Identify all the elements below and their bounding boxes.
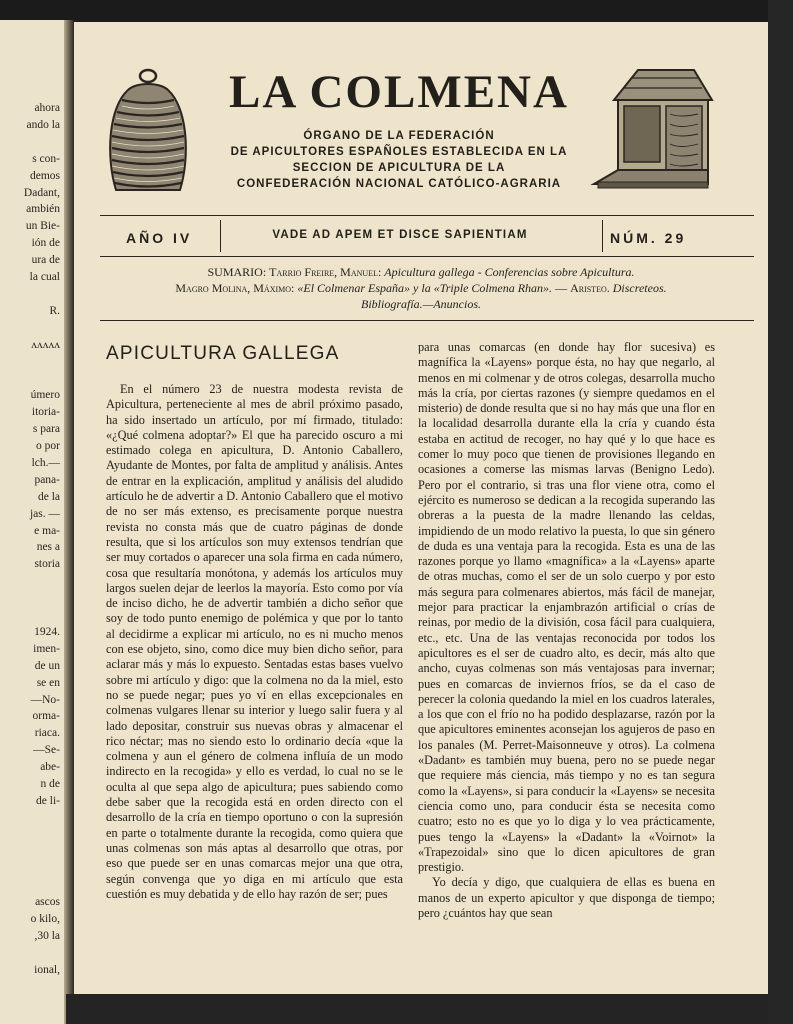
left-page-text-fragment: la cual (29, 271, 60, 283)
toc-title: Bibliografía.—Anuncios. (361, 297, 481, 311)
left-page-text-fragment: nes a (36, 541, 60, 554)
toc-title: Conferencias sobre Apicultura. (484, 265, 635, 279)
left-page-text-fragment: storia (34, 558, 60, 571)
left-page-text-fragment: ura de (31, 254, 60, 267)
motto: VADE AD APEM ET DISCE SAPIENTIAM (272, 229, 528, 241)
left-page-text-fragment: ión de (31, 237, 60, 250)
scan-background-bottom (66, 994, 768, 1024)
left-page-text-fragment: ahora (34, 102, 60, 114)
left-page-text-fragment: ambién (26, 203, 60, 216)
toc-author: Magro Molina, Máximo: (175, 281, 295, 295)
toc-author: Aristeo. (570, 281, 610, 295)
left-page-text-fragment: orma- (32, 710, 60, 723)
left-page-text-fragment: e ma- (34, 524, 60, 537)
article-column-left (106, 342, 403, 902)
book-gutter (64, 20, 74, 1024)
article-paragraph: para unas comarcas (en donde hay flor sucesiva) es magnífica la «Layens» porque ésta, no hay que negarlo, al menos en mi colmenar y de otros colegas, desarrolla mucho más la cría, por ciertas razones (y siempre quedamos en el misterio) de donde resulta que si no hay más que una flor en la localidad desarrolla durante ella la cría y cuando ésta estaba en actitud de recoger, no hay qué y lo que hace es comer lo muy poco que tienen de provisiones llegando en ocasiones a comerse las mismas larvas (Benigno Ledo). Pero por el contrario, si tras una flor viene otra, como el ejército es numeroso se dedican a la recogida superando las obreras a la puesta de la madre llenando las celdas, impidiendo de un modo relativo la puesta, lo que sin género de duda es una ventaja para la recogida. Esta es una de las razones porque yo llamo «magnífica» a la «Layens» aparte de otras muchas, como el ser de un solo cuerpo y por esto más segura para colmenares abiertos, más fácil de manejar, mejor para practicar la enjambrazón artificial o crías de reinas, por medio de la división, cosa fácil para cualquiera, etc., etc. Una de las ventajas reconocida por todos los apicultores es el ser de cuadro alto, es decir, más alto que ancho, cuyas colmenas son más ventajosas para invernar; pues en comarcas de inviernos fríos, se da el caso de perecer la colonia quedando la miel en los cuadros laterales, a los que con el frío no ha podido desplazarse, razón por la que apicultores eminentes aconsejan los agujeros de paso en los panales (M. Perret-Maisonneuve y otros). La colmena «Dadant» es también muy buena, pero no se puede negar que requiere más ciencia, más tiempo y no es tan segura como la «Layens», si para conducir la «Layens» se necesita ciencia como uno, para conducir ésta se necesita como cuatro; esto no es que yo lo diga y lo vea prácticamente, pues tengo la «Layens» la «Dadant» la «Voirnot» la «Trapezoidal» sino que lo dicen apicultores de gran prestigio. (418, 340, 715, 875)
left-page-text-fragment: R. (49, 304, 60, 317)
issue-year: AÑO IV (126, 230, 193, 246)
left-page-text-fragment: —No- (30, 693, 60, 706)
left-page-text-fragment: ional, (34, 963, 60, 976)
left-page-text-fragment: 1924. (34, 625, 60, 638)
article-title: APICULTURA GALLEGA (106, 343, 340, 364)
magazine-page (74, 22, 768, 994)
masthead-title: LA COLMENA (229, 66, 569, 118)
left-page-text-fragment: imen- (33, 642, 60, 655)
left-page-text-fragment: ,30 la (34, 930, 60, 943)
band-divider (220, 220, 221, 252)
left-page-text-fragment: pana- (34, 473, 60, 486)
toc-title: «El Colmenar España» y la «Triple Colmena Rhan». (297, 281, 553, 295)
band-divider (602, 220, 603, 252)
left-page-text-fragment: s con- (32, 152, 60, 165)
box-beehive-icon (590, 66, 716, 192)
left-page-text-fragment: ando la (26, 118, 60, 131)
article-column-right (418, 340, 715, 921)
left-page-text-fragment: ascos (35, 896, 60, 909)
left-page-text-fragment: de li- (36, 794, 60, 807)
article-paragraph: Yo decía y digo, que cualquiera de ellas es buena en manos de un experto apicultor y que disponga de tiempo; pero ¿cuántos hay que sean (418, 875, 715, 920)
left-page-text-fragment: de un (34, 659, 60, 672)
previous-page-edge (0, 20, 66, 1024)
left-page-text-fragment: o kilo, (30, 913, 60, 926)
left-page-text-fragment: ʌʌʌʌʌ (31, 338, 60, 351)
subtitle-line: CONFEDERACIÓN NACIONAL CATÓLICO-AGRARIA (236, 178, 562, 190)
subtitle-line: ÓRGANO DE LA FEDERACIÓN (303, 130, 495, 142)
toc-separator: - (474, 265, 485, 279)
left-page-text-fragment: un Bie- (25, 220, 60, 233)
left-page-text-fragment: demos (29, 169, 60, 182)
left-page-text-fragment: abe- (40, 761, 60, 774)
left-page-text-fragment: úmero (30, 389, 60, 402)
left-page-text-fragment: Dadant, (23, 186, 60, 199)
issue-band (100, 220, 754, 254)
left-page-text-fragment: jas. — (29, 507, 60, 520)
left-page-text-fragment: —Se- (33, 744, 60, 757)
left-page-text-fragment: o por (36, 440, 60, 452)
toc-title: Apicultura gallega (384, 265, 475, 279)
masthead-subtitle (184, 128, 614, 192)
left-page-text-fragment: se en (36, 676, 60, 689)
top-rule (100, 215, 754, 216)
sumario-label: SUMARIO: (207, 265, 267, 279)
toc-separator: — (552, 281, 571, 295)
band-rule (100, 256, 754, 257)
sumario-rule (100, 320, 754, 321)
left-page-text-fragment: de la (37, 490, 60, 503)
left-page-text-fragment: riaca. (34, 727, 60, 740)
left-page-text-fragment: itoria- (31, 406, 60, 419)
skep-beehive-icon (106, 68, 190, 196)
subtitle-line: SECCION DE APICULTURA DE LA (292, 162, 506, 174)
scan-background-right (768, 0, 793, 1024)
left-page-text-fragment: s para (32, 423, 60, 436)
subtitle-line: DE APICULTORES ESPAÑOLES ESTABLECIDA EN LA (230, 146, 568, 158)
left-page-text-fragment: lch.— (31, 456, 60, 469)
table-of-contents (114, 264, 728, 312)
toc-author: Tarrio Freire, Manuel: (269, 265, 382, 279)
left-page-text-fragment: n de (40, 778, 60, 790)
issue-number: NÚM. 29 (610, 230, 687, 246)
article-paragraph: En el número 23 de nuestra modesta revista de Apicultura, perteneciente al mes de abril próximo pasado, ha sido insertado un artículo, por mí firmado, titulado: «¿Qué colmena adoptar?» El que ha parecido oscuro a mi estimado colega en apicultura, D. Antonio Caballero, Ayudante de Montes, por falta de amplitud y análisis. Antes de entrar en la explicación, amplitud y análisis del aludido artículo he de advertir a D. Antonio Caballero que el motivo de no ser más extenso, es precisamente porque nuestra revista no consta más que de cuatro páginas de donde resulta, que si los artículos son muy extensos tendrían que ser muy cortados o aparecer una sola firma en cada número, cosa que resultaría monótona, y además los artículos muy largos suelen dejar de leerlos la mayoría. Esto como por vía de inciso dicho, he de advertir también a dicho señor que soy de todo punto enemigo de polémica y que por lo tanto al decidirme a explicar mi artículo, no es ni mucho menos con ese objeto, sino, como dice muy bien dicho señor, para aclarar más y más lo expuesto. Sentadas estas bases vuelvo sobre mi artículo y digo: que la colmena no da la miel, esto no se puede negar; pues yo ví en ellas excepcionales en colmenas vulgares llenar su interior y luego salir fuera y al lado depositar, construir sus nuevas obras y almacenar el rico néctar; mas no siendo esto lo ordinario decía «que la colmena y aun el género de colmena influía de un modo indirecto en la recogida» y ello es verdad, lo cual no se le oculta al que sepa algo de apicultura; pues sabiendo como debe saber que la recogida está en orden directo con el desarrollo de la cría en tiempo oportuno o con la supresión en parte o totalmente durante la recogida, como quiera que unas colmenas son más aptas al desarrollo que otras, por eso que puede ser en unas comarcas mejor una que otra, según convenga que yo diga en mi artículo que esta cuestión es muy debatida y de ello hay razón de ser; pues (106, 382, 403, 901)
toc-title: Discreteos. (612, 281, 667, 295)
